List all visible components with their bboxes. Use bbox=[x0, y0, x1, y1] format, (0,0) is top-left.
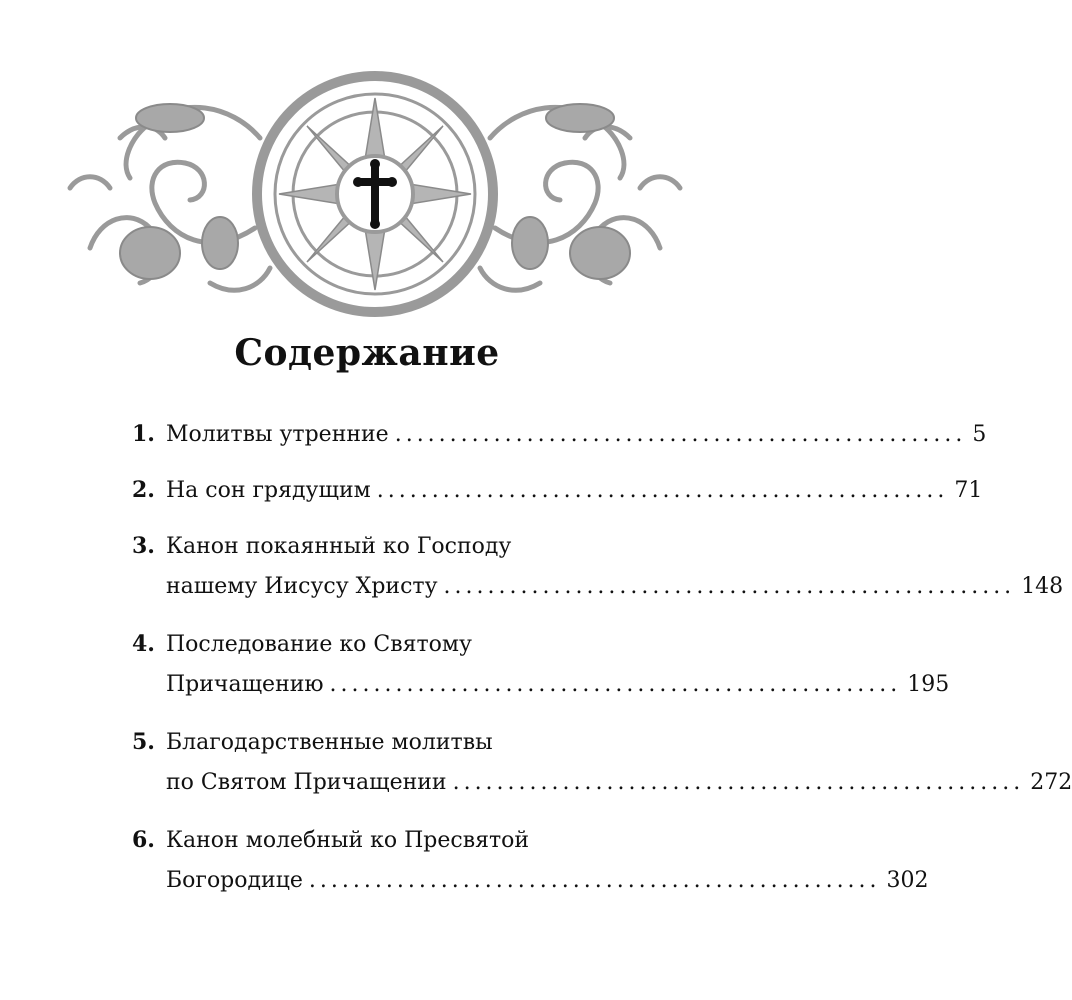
entry-page: 71 bbox=[954, 478, 983, 503]
entry-number: 6. bbox=[132, 827, 155, 853]
entry-page: 195 bbox=[907, 672, 950, 697]
toc-entry[interactable] bbox=[132, 624, 950, 706]
entry-title: Канон молебный ко Пресвятой bbox=[166, 828, 530, 853]
toc-entry[interactable] bbox=[132, 526, 1064, 608]
entry-title: На сон грядущим bbox=[166, 478, 371, 503]
entry-title: Молитвы утренние bbox=[166, 422, 389, 447]
entry-page: 5 bbox=[972, 422, 987, 447]
toc-list bbox=[132, 414, 1072, 918]
toc-entry[interactable] bbox=[132, 722, 1072, 804]
entry-number: 5. bbox=[132, 729, 155, 755]
entry-page: 272 bbox=[1030, 770, 1072, 795]
leader-dots: .................................................... bbox=[443, 574, 1016, 599]
entry-title-continued: по Святом Причащении bbox=[166, 770, 447, 795]
entry-title: Последование ко Святому bbox=[166, 632, 472, 657]
toc-entry[interactable] bbox=[132, 820, 929, 902]
page-title: Содержание bbox=[234, 332, 500, 374]
leader-dots: .................................................... bbox=[452, 770, 1025, 795]
toc-entry[interactable] bbox=[132, 470, 983, 510]
leader-dots: .................................................... bbox=[376, 478, 949, 503]
leader-dots: .................................................... bbox=[308, 868, 881, 893]
ornament-headpiece bbox=[60, 78, 690, 310]
leader-dots: .................................................... bbox=[329, 672, 902, 697]
toc-entry[interactable] bbox=[132, 414, 987, 454]
leader-dots: .................................................... bbox=[394, 422, 967, 447]
entry-title-continued: Богородице bbox=[166, 868, 303, 893]
entry-title-continued: Причащению bbox=[166, 672, 324, 697]
entry-title: Благодарственные молитвы bbox=[166, 730, 493, 755]
entry-number: 2. bbox=[132, 477, 155, 503]
entry-page: 148 bbox=[1021, 574, 1064, 599]
entry-page: 302 bbox=[886, 868, 929, 893]
entry-number: 4. bbox=[132, 631, 155, 657]
entry-number: 1. bbox=[132, 421, 155, 447]
entry-title-continued: нашему Иисусу Христу bbox=[166, 574, 438, 599]
entry-title: Канон покаянный ко Господу bbox=[166, 534, 512, 559]
entry-number: 3. bbox=[132, 533, 155, 559]
